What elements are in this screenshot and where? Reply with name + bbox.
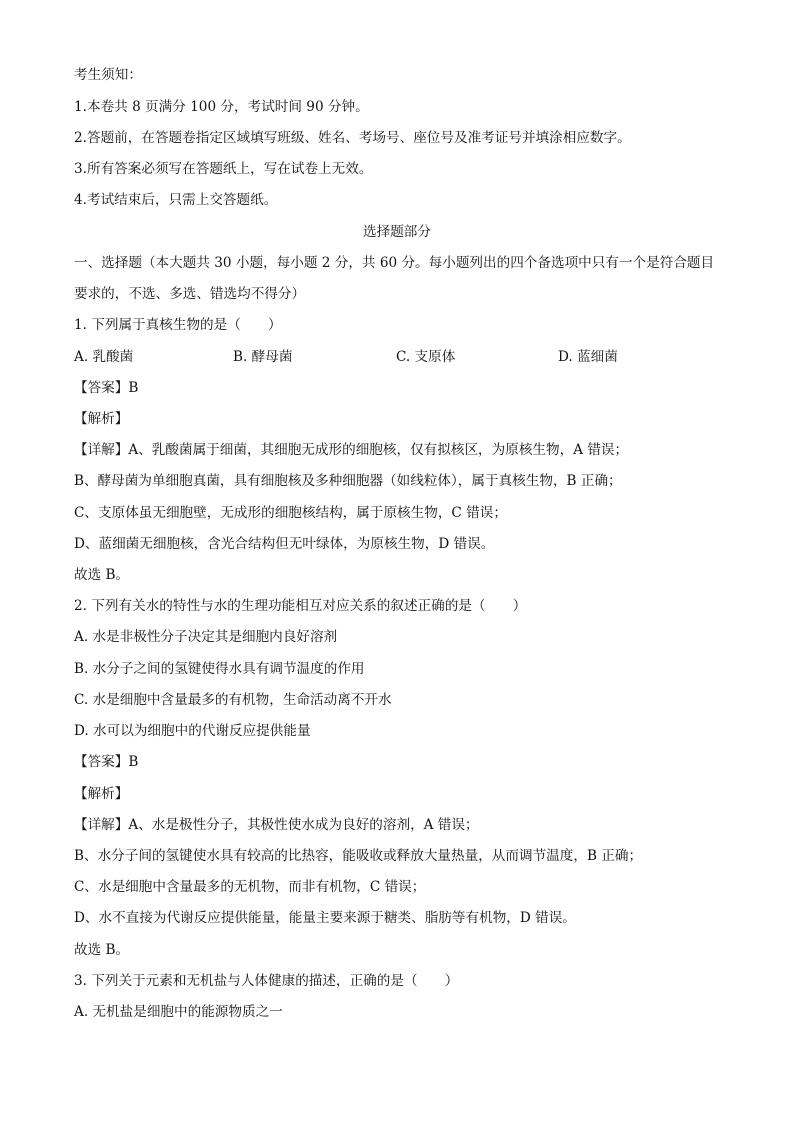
q1-detail-a: 【详解】A、乳酸菌属于细菌，其细胞无成形的细胞核，仅有拟核区，为原核生物，A 错误；: [74, 442, 629, 458]
q2-option-d: D. 水可以为细胞中的代谢反应提供能量: [74, 723, 311, 739]
q1-conclusion: 故选 B。: [74, 567, 130, 583]
q1-detail-b: B、酵母菌为单细胞真菌，具有细胞核及多种细胞器（如线粒体），属于真核生物，B 正确；: [74, 473, 622, 489]
notice-item-1: 1.本卷共 8 页满分 100 分，考试时间 90 分钟。: [74, 99, 369, 115]
q2-option-a: A. 水是非极性分子决定其是细胞内良好溶剂: [74, 629, 338, 645]
q3-option-a: A. 无机盐是细胞中的能源物质之一: [74, 1004, 283, 1020]
q2-detail-a: 【详解】A、水是极性分子，其极性使水成为良好的溶剂，A 错误；: [74, 817, 479, 833]
q2-option-c: C. 水是细胞中含量最多的有机物，生命活动离不开水: [74, 692, 392, 708]
q1-detail-c: C、支原体虽无细胞壁，无成形的细胞核结构，属于原核生物，C 错误；: [74, 505, 507, 521]
q2-option-b: B. 水分子之间的氢键使得水具有调节温度的作用: [74, 661, 365, 677]
q1-option-d: D. 蓝细菌: [558, 349, 618, 365]
q1-option-b: B. 酵母菌: [233, 349, 293, 365]
notice-item-4: 4.考试结束后，只需上交答题纸。: [74, 192, 278, 208]
section-title: 选择题部分: [363, 224, 431, 240]
section-intro-line-2: 要求的，不选、多选、错选均不得分）: [74, 286, 306, 302]
q3-stem: 3. 下列关于元素和无机盐与人体健康的描述，正确的是（ ）: [74, 973, 459, 989]
notice-item-3: 3.所有答案必须写在答题纸上，写在试卷上无效。: [74, 161, 373, 177]
q1-option-a: A. 乳酸菌: [74, 349, 134, 365]
q1-stem: 1. 下列属于真核生物的是（ ）: [74, 317, 282, 333]
q2-stem: 2. 下列有关水的特性与水的生理功能相互对应关系的叙述正确的是（ ）: [74, 598, 527, 614]
q2-detail-b: B、水分子间的氢键使水具有较高的比热容，能吸收或释放大量热量，从而调节温度，B 正确；: [74, 848, 643, 864]
q2-answer: 【答案】B: [74, 754, 139, 770]
q1-option-c: C. 支原体: [396, 349, 456, 365]
section-intro-line-1: 一、选择题（本大题共 30 小题，每小题 2 分，共 60 分。每小题列出的四个备选项中只有一个是符合题目: [74, 255, 715, 271]
q1-detail-d: D、蓝细菌无细胞核，含光合结构但无叶绿体，为原核生物，D 错误。: [74, 536, 495, 552]
q2-analysis-label: 【解析】: [74, 786, 129, 802]
q1-answer: 【答案】B: [74, 380, 139, 396]
notice-item-2: 2.答题前，在答题卷指定区域填写班级、姓名、考场号、座位号及准考证号并填涂相应数字。: [74, 130, 631, 146]
q1-analysis-label: 【解析】: [74, 411, 129, 427]
q2-detail-c: C、水是细胞中含量最多的无机物，而非有机物，C 错误；: [74, 879, 426, 895]
notice-heading: 考生须知：: [74, 67, 142, 83]
q2-detail-d: D、水不直接为代谢反应提供能量，能量主要来源于糖类、脂肪等有机物，D 错误。: [74, 910, 576, 926]
q2-conclusion: 故选 B。: [74, 942, 130, 958]
